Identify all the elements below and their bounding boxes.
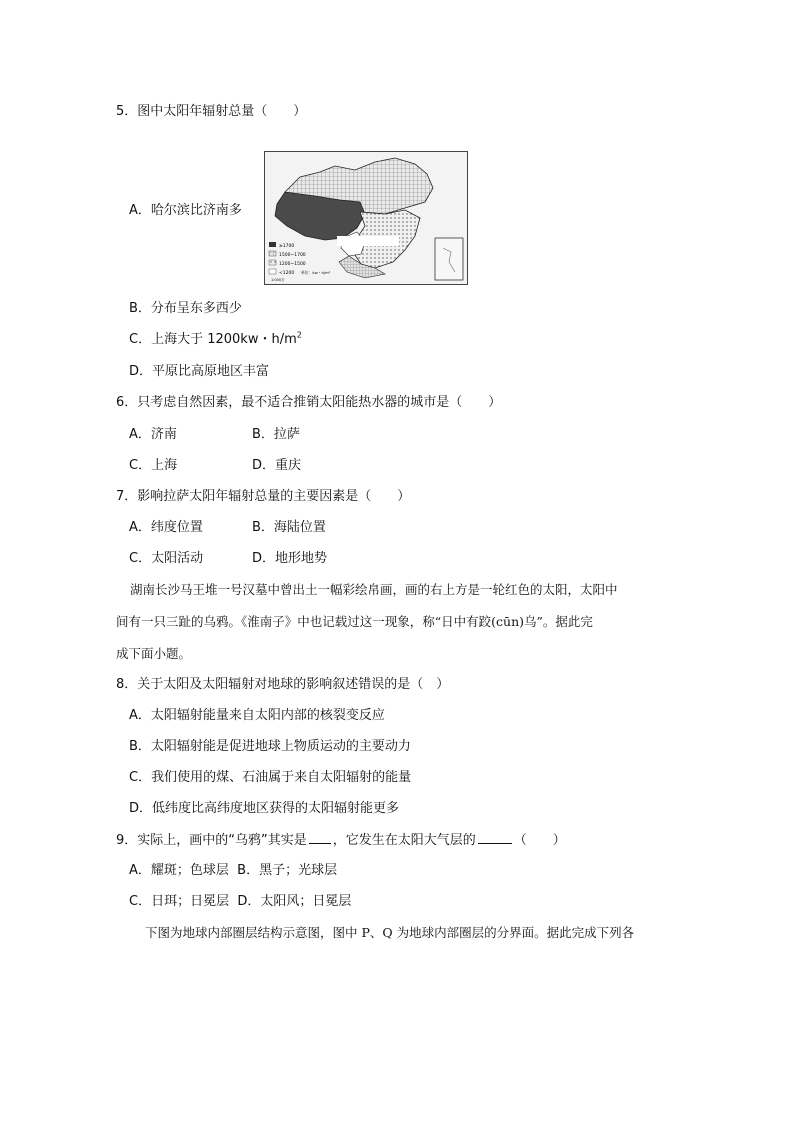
question-5-option-b: B．分布呈东多西少 (129, 301, 242, 316)
question-6-row-2 (129, 457, 302, 475)
question-9-option-a: A．耀斑；色球层 (129, 863, 229, 878)
legend-swatch-2 (269, 251, 276, 256)
question-6-option-b: B．拉萨 (252, 427, 300, 442)
question-6-row-1 (129, 426, 300, 444)
question-8-option-a: A．太阳辐射能量来自太阳内部的核裂变反应 (129, 708, 385, 723)
legend-label-4: <1200 (279, 271, 295, 276)
question-7-option-b: B．海陆位置 (252, 520, 326, 535)
question-7-row-1 (129, 519, 326, 537)
passage-2-line-1: 下图为地球内部圈层结构示意图，图中 P、Q 为地球内部圈层的分界面。据此完成下列各 (145, 925, 635, 940)
question-5-stem: 5．图中太阳年辐射总量（ ） (116, 104, 307, 119)
question-7-option-c: C．太阳活动 (129, 551, 204, 566)
passage-1-line-2: 间有一只三趾的乌鸦。《淮南子》中也记载过这一现象，称“日中有跤(cūn)乌”。据此完 (116, 614, 593, 629)
question-9-option-b: B．黑子；光球层 (237, 863, 338, 878)
question-9-option-c: C．日珥；日冕层 (129, 894, 230, 909)
question-5-option-a: A．哈尔滨比济南多 (129, 203, 242, 218)
passage-1-line-3: 成下面小题。 (116, 646, 192, 661)
question-6-option-d: D．重庆 (252, 458, 302, 473)
question-6-option-c: C．上海 (129, 458, 178, 473)
legend-unit: 单位：kw・h/m² (301, 270, 331, 275)
question-9-option-d: D．太阳风；日冕层 (237, 894, 352, 909)
question-9-stem (116, 831, 566, 850)
question-8-option-b: B．太阳辐射能是促进地球上物质运动的主要动力 (129, 739, 411, 754)
question-9-blank-1 (309, 831, 331, 844)
question-6-stem: 6．只考虑自然因素，最不适合推销太阳能热水器的城市是（ ） (116, 395, 502, 410)
legend-swatch-4 (269, 269, 276, 274)
question-7-option-d: D．地形地势 (252, 551, 328, 566)
question-8-option-d: D．低纬度比高纬度地区获得的太阳辐射能更多 (129, 801, 400, 816)
passage-1-line-1: 湖南长沙马王堆一号汉墓中曾出土一幅彩绘帛画，画的右上方是一轮红色的太阳，太阳中 (130, 582, 618, 597)
question-9-row-1 (129, 862, 337, 880)
question-8-stem: 8．关于太阳及太阳辐射对地球的影响叙述错误的是（ ） (116, 677, 450, 692)
question-7-row-2 (129, 550, 328, 568)
question-7-option-a: A．纬度位置 (129, 520, 203, 535)
legend-swatch-1 (269, 242, 276, 247)
question-9-stem-mid: ，它发生在太阳大气层的 (332, 833, 476, 848)
legend-label-1: ≥1700 (279, 244, 295, 249)
legend-label-2: 1500~1700 (279, 253, 306, 258)
map-scale: 1:000万 (271, 278, 285, 282)
china-solar-radiation-map (264, 151, 468, 285)
question-9-row-2 (129, 893, 351, 911)
legend-label-3: 1200~1500 (279, 262, 306, 267)
question-5-option-c-text: C．上海大于 1200kw・h/m (129, 332, 297, 347)
question-5-option-c-sup: 2 (296, 330, 302, 340)
question-7-stem: 7．影响拉萨太阳年辐射总量的主要因素是（ ） (116, 489, 411, 504)
question-8-option-c: C．我们使用的煤、石油属于来自太阳辐射的能量 (129, 770, 412, 785)
south-china-sea-inset (435, 238, 463, 280)
question-6-option-a: A．济南 (129, 427, 177, 442)
question-9-stem-post: （ ） (513, 833, 566, 848)
question-5-option-d: D．平原比高原地区丰富 (129, 364, 270, 379)
question-9-blank-2 (478, 831, 512, 844)
legend-swatch-3 (269, 260, 276, 265)
question-9-stem-pre: 9．实际上，画中的“乌鸦”其实是 (116, 833, 307, 848)
map-graphic (265, 152, 467, 284)
question-5-option-c (129, 331, 302, 349)
